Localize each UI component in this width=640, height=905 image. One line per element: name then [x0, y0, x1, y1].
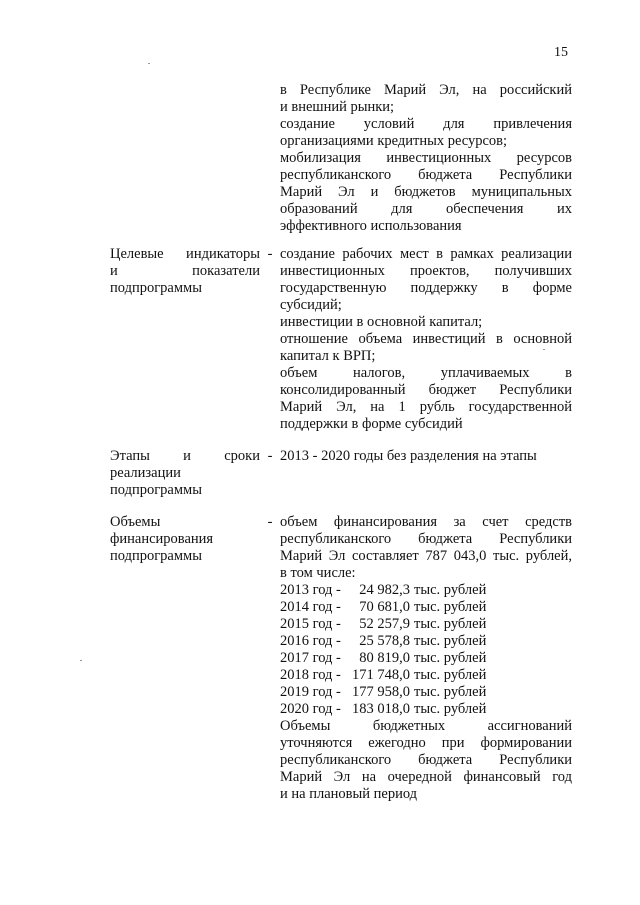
text-line: и на плановый период	[280, 786, 418, 802]
funding-year-row	[280, 650, 572, 667]
text-line: Объемы	[110, 514, 161, 530]
funding-year: 2019 год -	[280, 684, 341, 700]
funding-outro	[280, 718, 572, 803]
text-line: 2013 - 2020 годы без разделения на этапы	[280, 448, 537, 464]
stages-content	[280, 448, 572, 465]
funding-label	[110, 514, 260, 565]
funding-amount: 183 018,0	[352, 701, 410, 717]
text-line: субсидий;	[280, 297, 342, 313]
text-line: подпрограммы	[110, 280, 202, 296]
funding-year: 2017 год -	[280, 650, 341, 666]
funding-amount: 25 578,8	[359, 633, 410, 649]
indicators-content	[280, 246, 572, 433]
indicators-dash: -	[267, 246, 273, 262]
funding-year: 2018 год -	[280, 667, 341, 683]
text-line: образований для обеспечения их	[280, 201, 572, 217]
text-line: Марий Эл и бюджетов муниципальных	[280, 184, 572, 200]
funding-amount: 24 982,3	[359, 582, 410, 598]
text-line: Марий Эл составляет 787 043,0 тыс. рублей,	[280, 548, 572, 564]
text-line: объем налогов, уплачиваемых в	[280, 365, 572, 381]
text-line: организациями кредитных ресурсов;	[280, 133, 508, 149]
funding-amount: 80 819,0	[359, 650, 410, 666]
funding-unit: тыс. рублей	[414, 650, 487, 666]
funding-year: 2013 год -	[280, 582, 341, 598]
text-line: капитал к ВРП;	[280, 348, 376, 364]
funding-years-table	[280, 582, 572, 718]
text-line: республиканского бюджета Республики	[280, 167, 572, 183]
funding-intro	[280, 514, 572, 582]
text-line: подпрограммы	[110, 482, 202, 498]
text-line: в том числе:	[280, 565, 356, 581]
indicators-label	[110, 246, 260, 297]
text-line: республиканского бюджета Республики	[280, 752, 572, 768]
funding-year: 2015 год -	[280, 616, 341, 632]
text-line: Марий Эл, на 1 рубль государственной	[280, 399, 572, 415]
text-line: поддержки в форме субсидий	[280, 416, 463, 432]
text-line: и показатели	[110, 263, 260, 279]
funding-year-row	[280, 582, 572, 599]
text-line: финансирования	[110, 531, 214, 547]
text-line: Этапы и сроки	[110, 448, 260, 464]
funding-dash: -	[267, 514, 273, 530]
funding-year-row	[280, 633, 572, 650]
scan-speck	[148, 63, 150, 64]
text-line: подпрограммы	[110, 548, 202, 564]
goals-continuation	[280, 82, 572, 235]
text-line: и внешний рынки;	[280, 99, 395, 115]
text-line: объем финансирования за счет средств	[280, 514, 572, 530]
text-line: реализации	[110, 465, 181, 481]
funding-year: 2014 год -	[280, 599, 341, 615]
text-line: создание условий для привлечения	[280, 116, 572, 132]
funding-unit: тыс. рублей	[414, 684, 487, 700]
text-line: Марий Эл на очередной финансовый год	[280, 769, 572, 785]
funding-amount: 52 257,9	[359, 616, 410, 632]
funding-unit: тыс. рублей	[414, 582, 487, 598]
funding-unit: тыс. рублей	[414, 633, 487, 649]
funding-amount: 177 958,0	[352, 684, 410, 700]
text-line: создание рабочих мест в рамках реализации	[280, 246, 572, 262]
funding-year: 2020 год -	[280, 701, 341, 717]
text-line: эффективного использования	[280, 218, 462, 234]
text-line: отношение объема инвестиций в основной	[280, 331, 572, 347]
funding-unit: тыс. рублей	[414, 599, 487, 615]
funding-year-row	[280, 616, 572, 633]
page-number: 15	[554, 45, 568, 60]
text-line: уточняются ежегодно при формировании	[280, 735, 572, 751]
text-line: мобилизация инвестиционных ресурсов	[280, 150, 572, 166]
text-line: инвестиции в основной капитал;	[280, 314, 483, 330]
funding-year-row	[280, 599, 572, 616]
funding-unit: тыс. рублей	[414, 701, 487, 717]
funding-amount: 70 681,0	[359, 599, 410, 615]
text-line: государственную поддержку в форме	[280, 280, 572, 296]
funding-year: 2016 год -	[280, 633, 341, 649]
stages-dash: -	[267, 448, 273, 464]
funding-year-row	[280, 684, 572, 701]
funding-year-row	[280, 701, 572, 718]
funding-unit: тыс. рублей	[414, 667, 487, 683]
funding-amount: 171 748,0	[352, 667, 410, 683]
text-line: инвестиционных проектов, получивших	[280, 263, 572, 279]
stages-label	[110, 448, 260, 499]
text-line: республиканского бюджета Республики	[280, 531, 572, 547]
funding-unit: тыс. рублей	[414, 616, 487, 632]
funding-year-row	[280, 667, 572, 684]
text-line: Объемы бюджетных ассигнований	[280, 718, 572, 734]
scan-speck	[80, 660, 82, 661]
text-line: в Республике Марий Эл, на российский	[280, 82, 572, 98]
text-line: Целевые индикаторы	[110, 246, 260, 262]
funding-content	[280, 514, 572, 803]
text-line: консолидированный бюджет Республики	[280, 382, 572, 398]
